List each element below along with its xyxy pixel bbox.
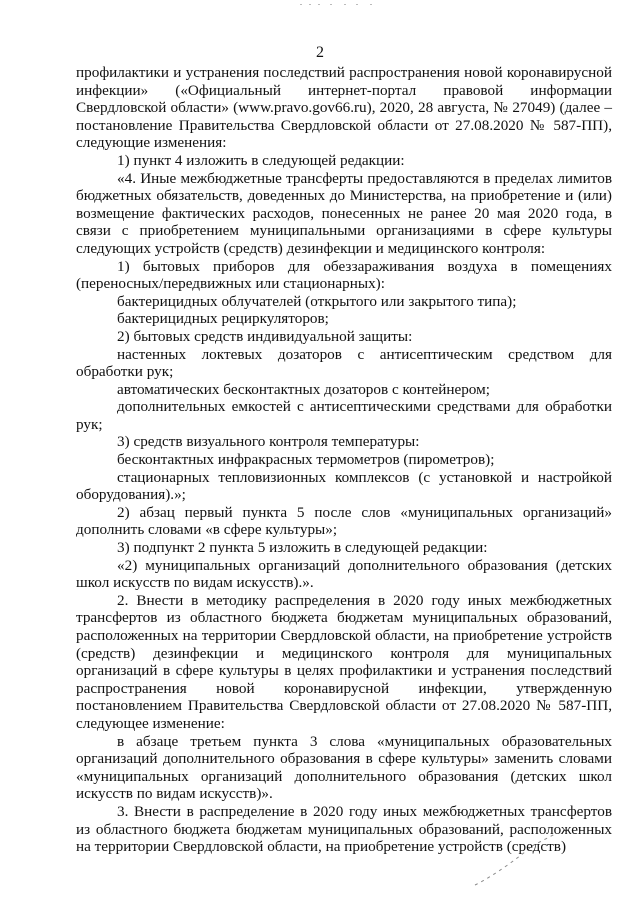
paragraph-point-4: «4. Иные межбюджетные трансферты предоставляются в пределах лимитов бюджетных обязательств, доведенных до Министерства, на приобретение и (или) возмещение фактических расходов, понесенных не ранее 20 мая 2020 года, в связи с приобретением муниципальными организациями в сфере культуры следующих устройств (средств) дезинфекции и медицинского контроля: (76, 169, 612, 257)
paragraph-quote: «2) муниципальных организаций дополнительного образования (детских школ искусств по видам искусств).». (76, 556, 612, 592)
paragraph-section-2: 2. Внести в методику распределения в 2020 году иных межбюджетных трансфертов из областного бюджета бюджетам муниципальных образований, расположенных на территории Свердловской области, на приобретение устройств (средств) дезинфекции и медицинского контроля для муниципальных организаций в сфере культуры в целях профилактики и устранения последствий распространения новой коронавирусной инфекции, утвержденную постановлением Правительства Свердловской области от 27.08.2020 № 587-ПП, следующее изменение: (76, 591, 612, 732)
paragraph-subitem-1: 1) бытовых приборов для обеззараживания воздуха в помещениях (переносных/передвижных или стационарных): (76, 257, 612, 293)
list-line: бактерицидных рециркуляторов; (117, 310, 329, 328)
list-line: настенных локтевых дозаторов с антисептическим средством для обработки рук; (76, 345, 612, 381)
list-line: 2) бытовых средств индивидуальной защиты: (117, 327, 413, 345)
scan-dots-top (300, 2, 380, 8)
paragraph-continuation: профилактики и устранения последствий распространения новой коронавирусной инфекции» («Официальный интернет-портал правовой информации Свердловской области» (www.pravo.gov66.ru), 2020, 28 августа, № 27049) (далее – постановление Правительства Свердловской области от 27.08.2020 № 587-ПП), следующие изменения: (76, 64, 612, 152)
paragraph-section-3: 3. Внести в распределение в 2020 году иных межбюджетных трансфертов из областного бюджета бюджетам муниципальных образований, расположенных на территории Свердловской области, на приобретение устройств (средств) (76, 802, 612, 856)
list-line: стационарных тепловизионных комплексов (с установкой и настройкой оборудования).»; (76, 468, 612, 504)
document-body (76, 64, 612, 856)
page-number: 2 (316, 44, 324, 61)
paragraph-item-3: 3) подпункт 2 пункта 5 изложить в следующей редакции: (117, 539, 488, 557)
paragraph-amendment: в абзаце третьем пункта 3 слова «муниципальных образовательных организаций дополнительного образования в сфере культуры» заменить словами «муниципальных организаций дополнительного образования (детских школ искусств по видам искусств)». (76, 732, 612, 803)
list-line: автоматических бесконтактных дозаторов с контейнером; (117, 380, 490, 398)
paragraph-item-2: 2) абзац первый пункта 5 после слов «муниципальных организаций» дополнить словами «в сфере культуры»; (76, 503, 612, 539)
list-line: бесконтактных инфракрасных термометров (пирометров); (117, 451, 495, 469)
paragraph-item-1: 1) пункт 4 изложить в следующей редакции: (117, 151, 405, 169)
list-line: дополнительных емкостей с антисептическими средствами для обработки рук; (76, 398, 612, 433)
list-line: 3) средств визуального контроля температуры: (117, 433, 420, 451)
list-line: бактерицидных облучателей (открытого или закрытого типа); (117, 292, 517, 310)
